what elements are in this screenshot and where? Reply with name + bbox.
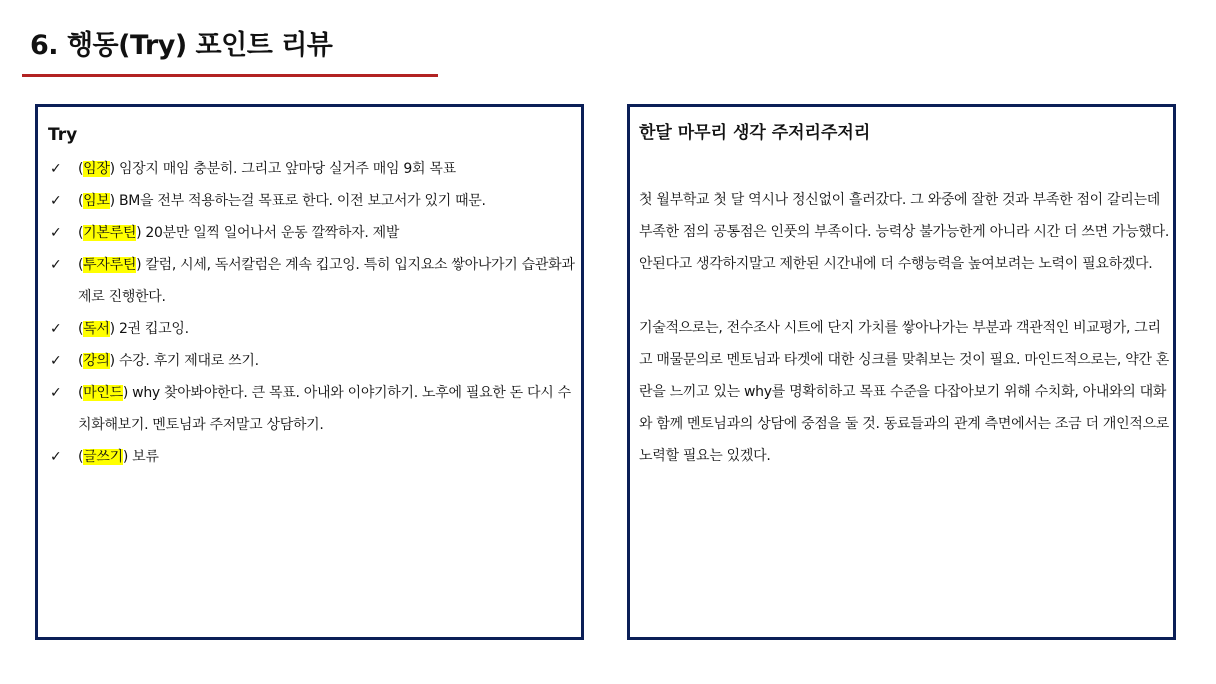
- checkmark-icon: ✓: [50, 321, 62, 337]
- try-panel: [35, 104, 584, 640]
- list-item: [48, 217, 578, 249]
- checkmark-icon: ✓: [50, 161, 62, 177]
- item-paren-open: (: [78, 385, 84, 401]
- list-item: [48, 345, 578, 377]
- item-tag: 강의: [83, 353, 110, 369]
- checkmark-icon: ✓: [50, 225, 62, 241]
- checkmark-icon: ✓: [50, 257, 62, 273]
- reflection-panel-heading: 한달 마무리 생각 주저리주저리: [639, 123, 871, 143]
- item-paren-close: ): [122, 385, 129, 401]
- item-paren-open: (: [78, 225, 84, 241]
- list-item: [48, 313, 578, 345]
- item-tag: 임보: [83, 193, 110, 209]
- item-paren-close: ): [109, 321, 115, 337]
- list-item: [48, 153, 578, 185]
- item-text: why 찾아봐야한다. 큰 목표. 아내와 이야기하기. 노후에 필요한 돈 다시 수치화해보기. 멘토님과 주저말고 상담하기.: [78, 385, 571, 433]
- reflection-paragraph: 첫 월부학교 첫 달 역시나 정신없이 흘러갔다. 그 와중에 잘한 것과 부족한 점이 갈리는데 부족한 점의 공통점은 인풋의 부족이다. 능력상 불가능한게 아니라 시간 더 쓰면 가능했다. 안된다고 생각하지말고 제한된 시간내에 더 수행능력을 높여보려는 노력이 필요하겠다.: [639, 192, 1170, 272]
- item-paren-close: ): [109, 193, 115, 209]
- item-text: 수강. 후기 제대로 쓰기.: [114, 353, 259, 369]
- item-paren-open: (: [78, 257, 84, 273]
- item-text: 임장지 매임 충분히. 그리고 앞마당 실거주 매임 9회 목표: [114, 161, 456, 177]
- item-tag: 기본루틴: [83, 225, 137, 241]
- item-text: 20분만 일찍 일어나서 운동 깔짝하자. 제발: [141, 225, 400, 241]
- item-text: 보류: [128, 449, 159, 465]
- reflection-body: [639, 184, 1171, 472]
- item-text: BM을 전부 적용하는걸 목표로 한다. 이전 보고서가 있기 때문.: [114, 193, 486, 209]
- item-paren-close: ): [109, 161, 115, 177]
- checkmark-icon: ✓: [50, 385, 62, 401]
- reflection-panel: [627, 104, 1176, 640]
- list-item: [48, 441, 578, 473]
- item-text: 2권 킵고잉.: [114, 321, 189, 337]
- checkmark-icon: ✓: [50, 449, 62, 465]
- item-tag: 마인드: [83, 385, 123, 401]
- item-paren-close: ): [136, 225, 142, 241]
- title-underline: [22, 74, 438, 77]
- item-paren-close: ): [109, 353, 115, 369]
- item-paren-close: ): [136, 257, 142, 273]
- checkmark-icon: ✓: [50, 193, 62, 209]
- try-panel-heading: Try: [48, 125, 78, 145]
- item-tag: 글쓰기: [83, 449, 123, 465]
- item-tag: 독서: [83, 321, 110, 337]
- try-list: [48, 153, 578, 473]
- item-paren-open: (: [78, 193, 84, 209]
- item-paren-open: (: [78, 321, 84, 337]
- list-item: [48, 249, 578, 313]
- item-paren-close: ): [122, 449, 129, 465]
- item-text: 칼럼, 시세, 독서칼럼은 계속 킵고잉. 특히 입지요소 쌓아나가기 습관화과제로 진행한다.: [78, 257, 575, 305]
- page-title: 6. 행동(Try) 포인트 리뷰: [30, 30, 333, 61]
- item-paren-open: (: [78, 449, 84, 465]
- list-item: [48, 185, 578, 217]
- item-tag: 임장: [83, 161, 110, 177]
- item-paren-open: (: [78, 161, 84, 177]
- list-item: [48, 377, 578, 441]
- reflection-paragraph: 기술적으로는, 전수조사 시트에 단지 가치를 쌓아나가는 부분과 객관적인 비교평가, 그리고 매물문의로 멘토님과 타겟에 대한 싱크를 맞춰보는 것이 필요. 마인드적으로는, 약간 혼란을 느끼고 있는 why를 명확히하고 목표 수준을 다잡아보기 위해 수치화, 아내와의 대화와 함께 멘토님과의 상담에 중점을 둘 것. 동료들과의 관계 측면에서는 조금 더 개인적으로 노력할 필요는 있겠다.: [639, 320, 1170, 464]
- item-paren-open: (: [78, 353, 84, 369]
- checkmark-icon: ✓: [50, 353, 62, 369]
- item-tag: 투자루틴: [83, 257, 137, 273]
